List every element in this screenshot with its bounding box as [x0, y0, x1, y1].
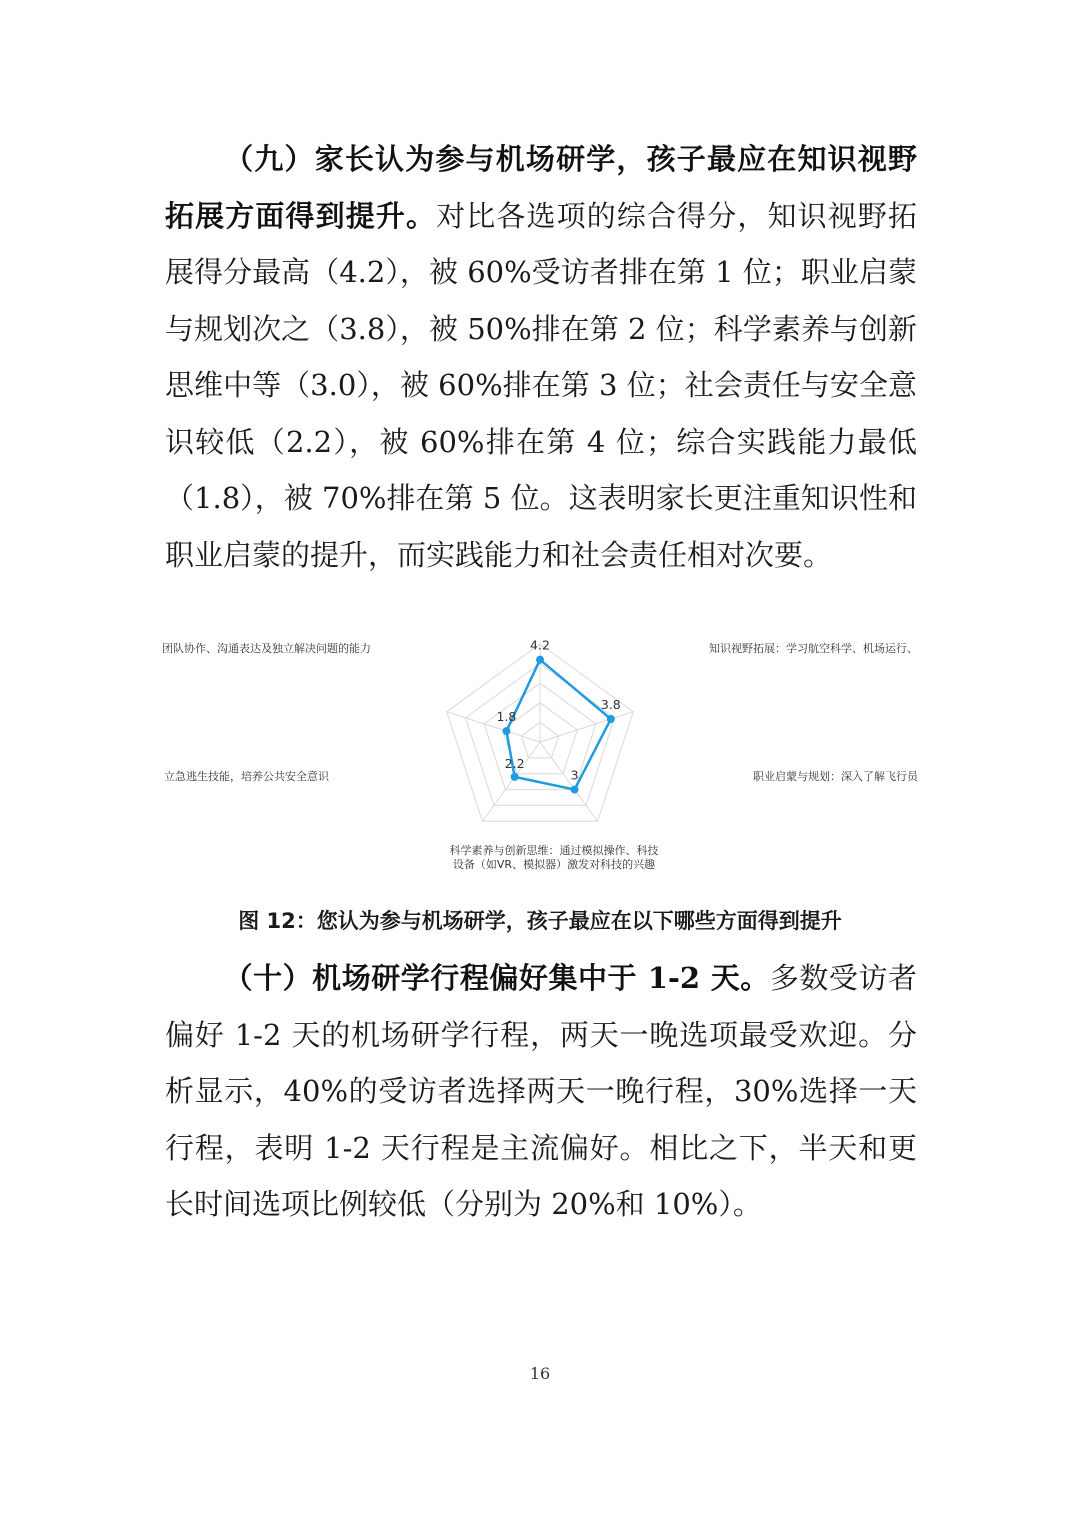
- data-label: 4.2: [530, 637, 550, 653]
- radar-chart-svg: [160, 632, 920, 872]
- data-label: 3: [570, 767, 579, 783]
- radar-chart: [160, 632, 920, 872]
- data-point: [511, 773, 519, 781]
- section-9-heading: （九）家长认为参与机场研学，孩子最应在知识视野拓展方面得到提升。: [165, 142, 917, 233]
- section-9-body: 对比各选项的综合得分，知识视野拓展得分最高（4.2），被 60%受访者排在第 1 位；职业启蒙与规划次之（3.8），被 50%排在第 2 位；科学素养与创新思维中等（3.0），被 60%排在第 3 位；社会责任与安全意识较低（2.2），被 60%排在第 4 位；综合实践能力最低（1.8），被 70%排在第 5 位。这表明家长更注重知识性和职业启蒙的提升，而实践能力和社会责任相对次要。: [165, 198, 917, 572]
- axis-label: 团队协作、沟通表达及独立解决问题的能力: [162, 642, 371, 655]
- figure-caption: 图 12：您认为参与机场研学，孩子最应在以下哪些方面得到提升: [238, 909, 842, 933]
- axis-label: 知识视野拓展：学习航空科学、机场运行、: [709, 642, 918, 655]
- section-10-body: 多数受访者偏好 1-2 天的机场研学行程，两天一晚选项最受欢迎。分析显示，40%的受访者选择两天一晚行程，30%选择一天行程，表明 1-2 天行程是主流偏好。相比之下，半天和更长时间选项比例较低（分别为 20%和 10%）。: [165, 961, 917, 1221]
- grid-spoke: [447, 712, 540, 742]
- axis-label-line2: 设备（如VR、模拟器）激发对科技的兴趣: [452, 858, 656, 871]
- data-point: [571, 786, 579, 794]
- data-label: 1.8: [496, 709, 517, 725]
- data-label: 2.2: [504, 755, 525, 771]
- data-point: [536, 656, 544, 664]
- grid-spoke: [540, 742, 598, 821]
- section-10-paragraph: [165, 950, 917, 1233]
- data-point: [502, 727, 510, 735]
- data-label: 3.8: [600, 696, 621, 712]
- grid-spoke: [540, 712, 633, 742]
- axis-label: 立急逃生技能，培养公共安全意识: [164, 770, 329, 783]
- page-number: 16: [529, 1364, 551, 1383]
- axis-label: 职业启蒙与规划：深入了解飞行员: [753, 770, 918, 783]
- section-9-paragraph: [165, 131, 917, 583]
- data-point: [607, 715, 615, 723]
- axis-label: 科学素养与创新思维：通过模拟操作、科技: [449, 844, 659, 857]
- section-10-heading: （十）机场研学行程偏好集中于 1-2 天。: [223, 961, 770, 995]
